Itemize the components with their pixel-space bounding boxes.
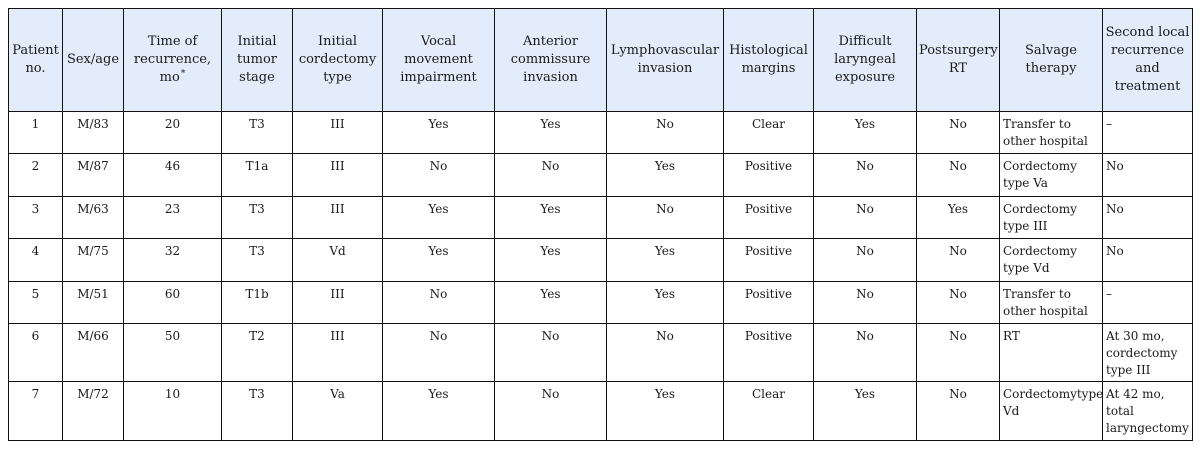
table-row <box>9 196 1193 238</box>
cell-salvage-therapy: Transfer to other hospital <box>1000 112 1103 154</box>
cell-time-of-recurrence: 20 <box>124 112 222 154</box>
cell-sex-age: M/75 <box>63 239 124 281</box>
cell-lymphovascular-invasion: Yes <box>607 281 724 323</box>
col-header-postsurgery-rt: Postsurgery RT <box>917 9 1000 112</box>
table-row <box>9 323 1193 382</box>
cell-vocal-movement-impairment: No <box>383 323 495 382</box>
col-header-lymphovascular-invasion: Lymphovascular invasion <box>607 9 724 112</box>
cell-sex-age: M/63 <box>63 196 124 238</box>
cell-postsurgery-rt: No <box>917 281 1000 323</box>
col-header-histological-margins: Histological margins <box>724 9 814 112</box>
cell-initial-tumor-stage: T3 <box>222 196 293 238</box>
cell-lymphovascular-invasion: No <box>607 196 724 238</box>
cell-time-of-recurrence: 50 <box>124 323 222 382</box>
cell-difficult-laryngeal-exposure: Yes <box>814 382 917 441</box>
cell-salvage-therapy: Cordectomy type III <box>1000 196 1103 238</box>
cell-vocal-movement-impairment: Yes <box>383 196 495 238</box>
cell-postsurgery-rt: No <box>917 382 1000 441</box>
cell-initial-cordectomy-type: III <box>293 281 383 323</box>
col-header-vocal-movement-impairment: Vocal movement impairment <box>383 9 495 112</box>
cell-patient-no: 6 <box>9 323 63 382</box>
cell-difficult-laryngeal-exposure: No <box>814 239 917 281</box>
cell-second-local-recurrence: At 42 mo, total laryngectomy <box>1103 382 1193 441</box>
cell-time-of-recurrence: 10 <box>124 382 222 441</box>
cell-sex-age: M/66 <box>63 323 124 382</box>
table-row <box>9 154 1193 196</box>
header-row <box>9 9 1193 112</box>
col-header-difficult-laryngeal-exposure: Difficult laryngeal exposure <box>814 9 917 112</box>
cell-time-of-recurrence: 60 <box>124 281 222 323</box>
cell-patient-no: 3 <box>9 196 63 238</box>
cell-initial-tumor-stage: T1b <box>222 281 293 323</box>
cell-difficult-laryngeal-exposure: No <box>814 281 917 323</box>
cell-histological-margins: Clear <box>724 382 814 441</box>
table-row <box>9 239 1193 281</box>
col-header-sex-age: Sex/age <box>63 9 124 112</box>
cell-vocal-movement-impairment: No <box>383 281 495 323</box>
cell-salvage-therapy: Transfer to other hospital <box>1000 281 1103 323</box>
cell-initial-tumor-stage: T1a <box>222 154 293 196</box>
cell-salvage-therapy: RT <box>1000 323 1103 382</box>
col-header-initial-tumor-stage: Initial tumor stage <box>222 9 293 112</box>
cell-salvage-therapy: Cordectomytype Vd <box>1000 382 1103 441</box>
cell-postsurgery-rt: No <box>917 154 1000 196</box>
cell-anterior-commissure-invasion: Yes <box>495 112 607 154</box>
cell-difficult-laryngeal-exposure: Yes <box>814 112 917 154</box>
cell-initial-tumor-stage: T2 <box>222 323 293 382</box>
cell-time-of-recurrence: 46 <box>124 154 222 196</box>
cell-histological-margins: Positive <box>724 154 814 196</box>
col-header-time-of-recurrence <box>124 9 222 112</box>
cell-initial-tumor-stage: T3 <box>222 239 293 281</box>
cell-histological-margins: Clear <box>724 112 814 154</box>
cell-histological-margins: Positive <box>724 323 814 382</box>
cell-initial-cordectomy-type: Va <box>293 382 383 441</box>
col-header-anterior-commissure-invasion: Anterior commissure invasion <box>495 9 607 112</box>
cell-patient-no: 2 <box>9 154 63 196</box>
cell-initial-cordectomy-type: III <box>293 196 383 238</box>
cell-second-local-recurrence: No <box>1103 154 1193 196</box>
table-body <box>9 112 1193 441</box>
cell-second-local-recurrence: – <box>1103 281 1193 323</box>
cell-initial-tumor-stage: T3 <box>222 382 293 441</box>
cell-initial-tumor-stage: T3 <box>222 112 293 154</box>
cell-sex-age: M/87 <box>63 154 124 196</box>
cell-second-local-recurrence: At 30 mo, cordectomy type III <box>1103 323 1193 382</box>
footnote-marker: * <box>180 69 186 79</box>
cell-sex-age: M/51 <box>63 281 124 323</box>
cell-patient-no: 7 <box>9 382 63 441</box>
cell-histological-margins: Positive <box>724 239 814 281</box>
cell-initial-cordectomy-type: Vd <box>293 239 383 281</box>
cell-patient-no: 5 <box>9 281 63 323</box>
cell-initial-cordectomy-type: III <box>293 154 383 196</box>
cell-patient-no: 4 <box>9 239 63 281</box>
cell-anterior-commissure-invasion: Yes <box>495 281 607 323</box>
cell-salvage-therapy: Cordectomy type Vd <box>1000 239 1103 281</box>
col-header-initial-cordectomy-type: Initial cordectomy type <box>293 9 383 112</box>
cell-lymphovascular-invasion: Yes <box>607 382 724 441</box>
cell-second-local-recurrence: – <box>1103 112 1193 154</box>
cell-anterior-commissure-invasion: Yes <box>495 196 607 238</box>
cell-histological-margins: Positive <box>724 281 814 323</box>
cell-patient-no: 1 <box>9 112 63 154</box>
cell-salvage-therapy: Cordectomy type Va <box>1000 154 1103 196</box>
cell-vocal-movement-impairment: Yes <box>383 112 495 154</box>
cell-vocal-movement-impairment: No <box>383 154 495 196</box>
cell-time-of-recurrence: 23 <box>124 196 222 238</box>
cell-difficult-laryngeal-exposure: No <box>814 323 917 382</box>
cell-second-local-recurrence: No <box>1103 239 1193 281</box>
cell-lymphovascular-invasion: Yes <box>607 154 724 196</box>
cell-time-of-recurrence: 32 <box>124 239 222 281</box>
cell-anterior-commissure-invasion: No <box>495 154 607 196</box>
cell-anterior-commissure-invasion: No <box>495 323 607 382</box>
cell-vocal-movement-impairment: Yes <box>383 382 495 441</box>
table-row <box>9 281 1193 323</box>
cell-postsurgery-rt: No <box>917 323 1000 382</box>
cell-sex-age: M/72 <box>63 382 124 441</box>
cell-difficult-laryngeal-exposure: No <box>814 154 917 196</box>
cell-difficult-laryngeal-exposure: No <box>814 196 917 238</box>
col-header-salvage-therapy: Salvage therapy <box>1000 9 1103 112</box>
col-header-second-local-recurrence: Second local recurrence and treatment <box>1103 9 1193 112</box>
table-row <box>9 382 1193 441</box>
cell-postsurgery-rt: No <box>917 239 1000 281</box>
cell-initial-cordectomy-type: III <box>293 323 383 382</box>
cell-vocal-movement-impairment: Yes <box>383 239 495 281</box>
cell-initial-cordectomy-type: III <box>293 112 383 154</box>
cell-anterior-commissure-invasion: Yes <box>495 239 607 281</box>
cell-histological-margins: Positive <box>724 196 814 238</box>
cell-anterior-commissure-invasion: No <box>495 382 607 441</box>
cell-lymphovascular-invasion: No <box>607 323 724 382</box>
table-row <box>9 112 1193 154</box>
col-header-patient-no: Patient no. <box>9 9 63 112</box>
cell-postsurgery-rt: No <box>917 112 1000 154</box>
col-header-time-text: Time of recurrence, mo <box>133 34 212 85</box>
cell-lymphovascular-invasion: Yes <box>607 239 724 281</box>
recurrence-table <box>8 8 1193 441</box>
cell-lymphovascular-invasion: No <box>607 112 724 154</box>
cell-sex-age: M/83 <box>63 112 124 154</box>
cell-second-local-recurrence: No <box>1103 196 1193 238</box>
cell-postsurgery-rt: Yes <box>917 196 1000 238</box>
